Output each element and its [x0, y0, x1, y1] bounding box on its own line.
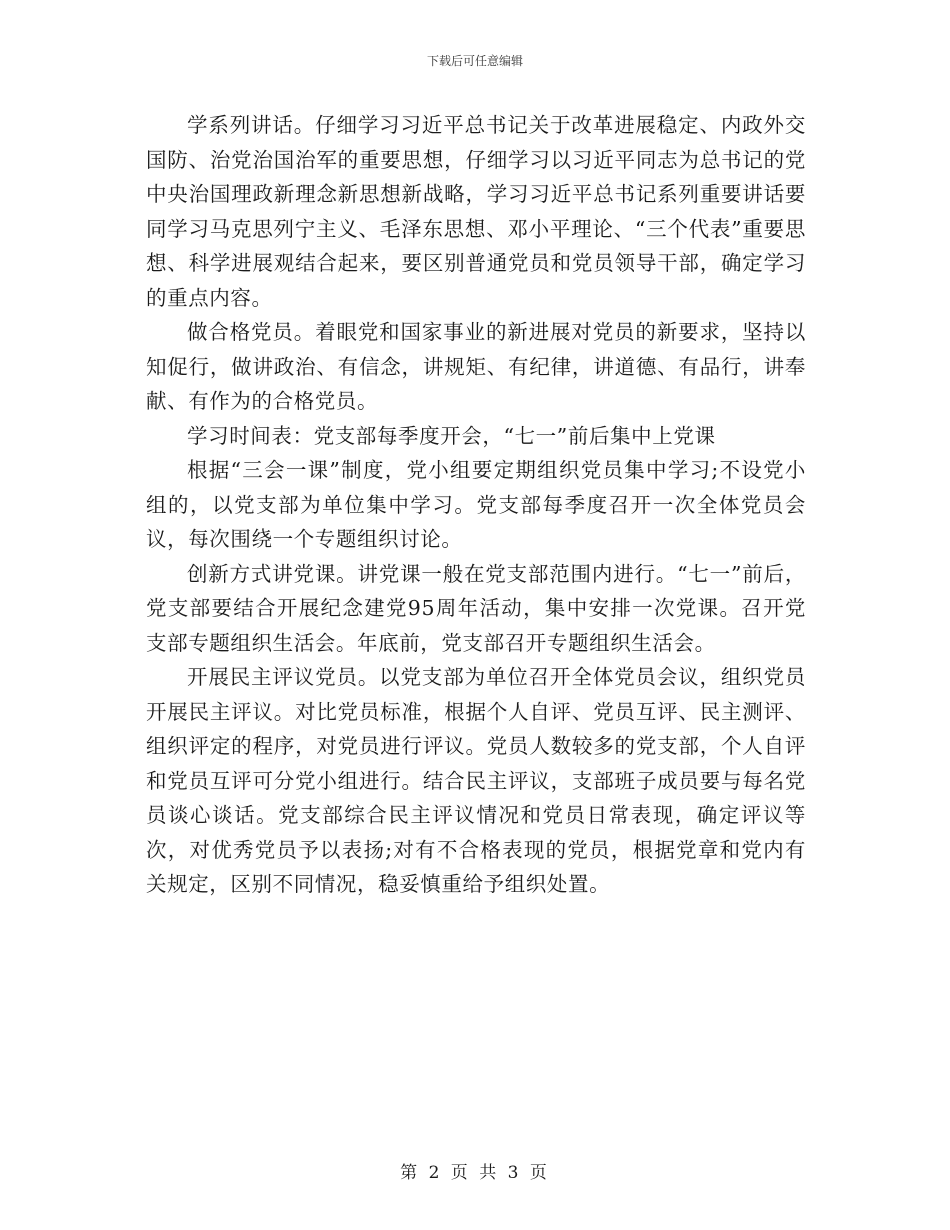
paragraph: 开展民主评议党员。以党支部为单位召开全体党员会议，组织党员开展民主评议。对比党员标准，根据个人自评、党员互评、民主测评、组织评定的程序，对党员进行评议。党员人数较多的党支部，个人自评和党员互评可分党小组进行。结合民主评议，支部班子成员要与每名党员谈心谈话。党支部综合民主评议情况和党员日常表现，确定评议等次，对优秀党员予以表扬;对有不合格表现的党员，根据党章和党内有关规定，区别不同情况，稳妥慎重给予组织处置。 — [146, 665, 806, 896]
document-body — [146, 108, 806, 902]
page-number-footer: 第 2 页 共 3 页 — [400, 1163, 550, 1183]
paragraph: 学系列讲话。仔细学习习近平总书记关于改革进展稳定、内政外交国防、治党治国治军的重要思想，仔细学习以习近平同志为总书记的党中央治国理政新理念新思想新战略，学习习近平总书记系列重要讲话要同学习马克思列宁主义、毛泽东思想、邓小平理论、“三个代表”重要思想、科学进展观结合起来，要区别普通党员和党员领导干部，确定学习的重点内容。 — [146, 113, 806, 310]
paragraph: 创新方式讲党课。讲党课一般在党支部范围内进行。“七一”前后，党支部要结合开展纪念建党95周年活动，集中安排一次党课。召开党支部专题组织生活会。年底前，党支部召开专题组织生活会。 — [146, 561, 806, 655]
paragraph: 做合格党员。着眼党和国家事业的新进展对党员的新要求，坚持以知促行，做讲政治、有信念，讲规矩、有纪律，讲道德、有品行，讲奉献、有作为的合格党员。 — [146, 320, 806, 413]
paragraph: 学习时间表：党支部每季度开会，“七一”前后集中上党课 — [187, 423, 716, 448]
paragraph: 根据“三会一课”制度，党小组要定期组织党员集中学习;不设党小组的，以党支部为单位集中学习。党支部每季度召开一次全体党员会议，每次围绕一个专题组织讨论。 — [146, 458, 806, 551]
page-header: 下载后可任意编辑 — [426, 54, 523, 68]
